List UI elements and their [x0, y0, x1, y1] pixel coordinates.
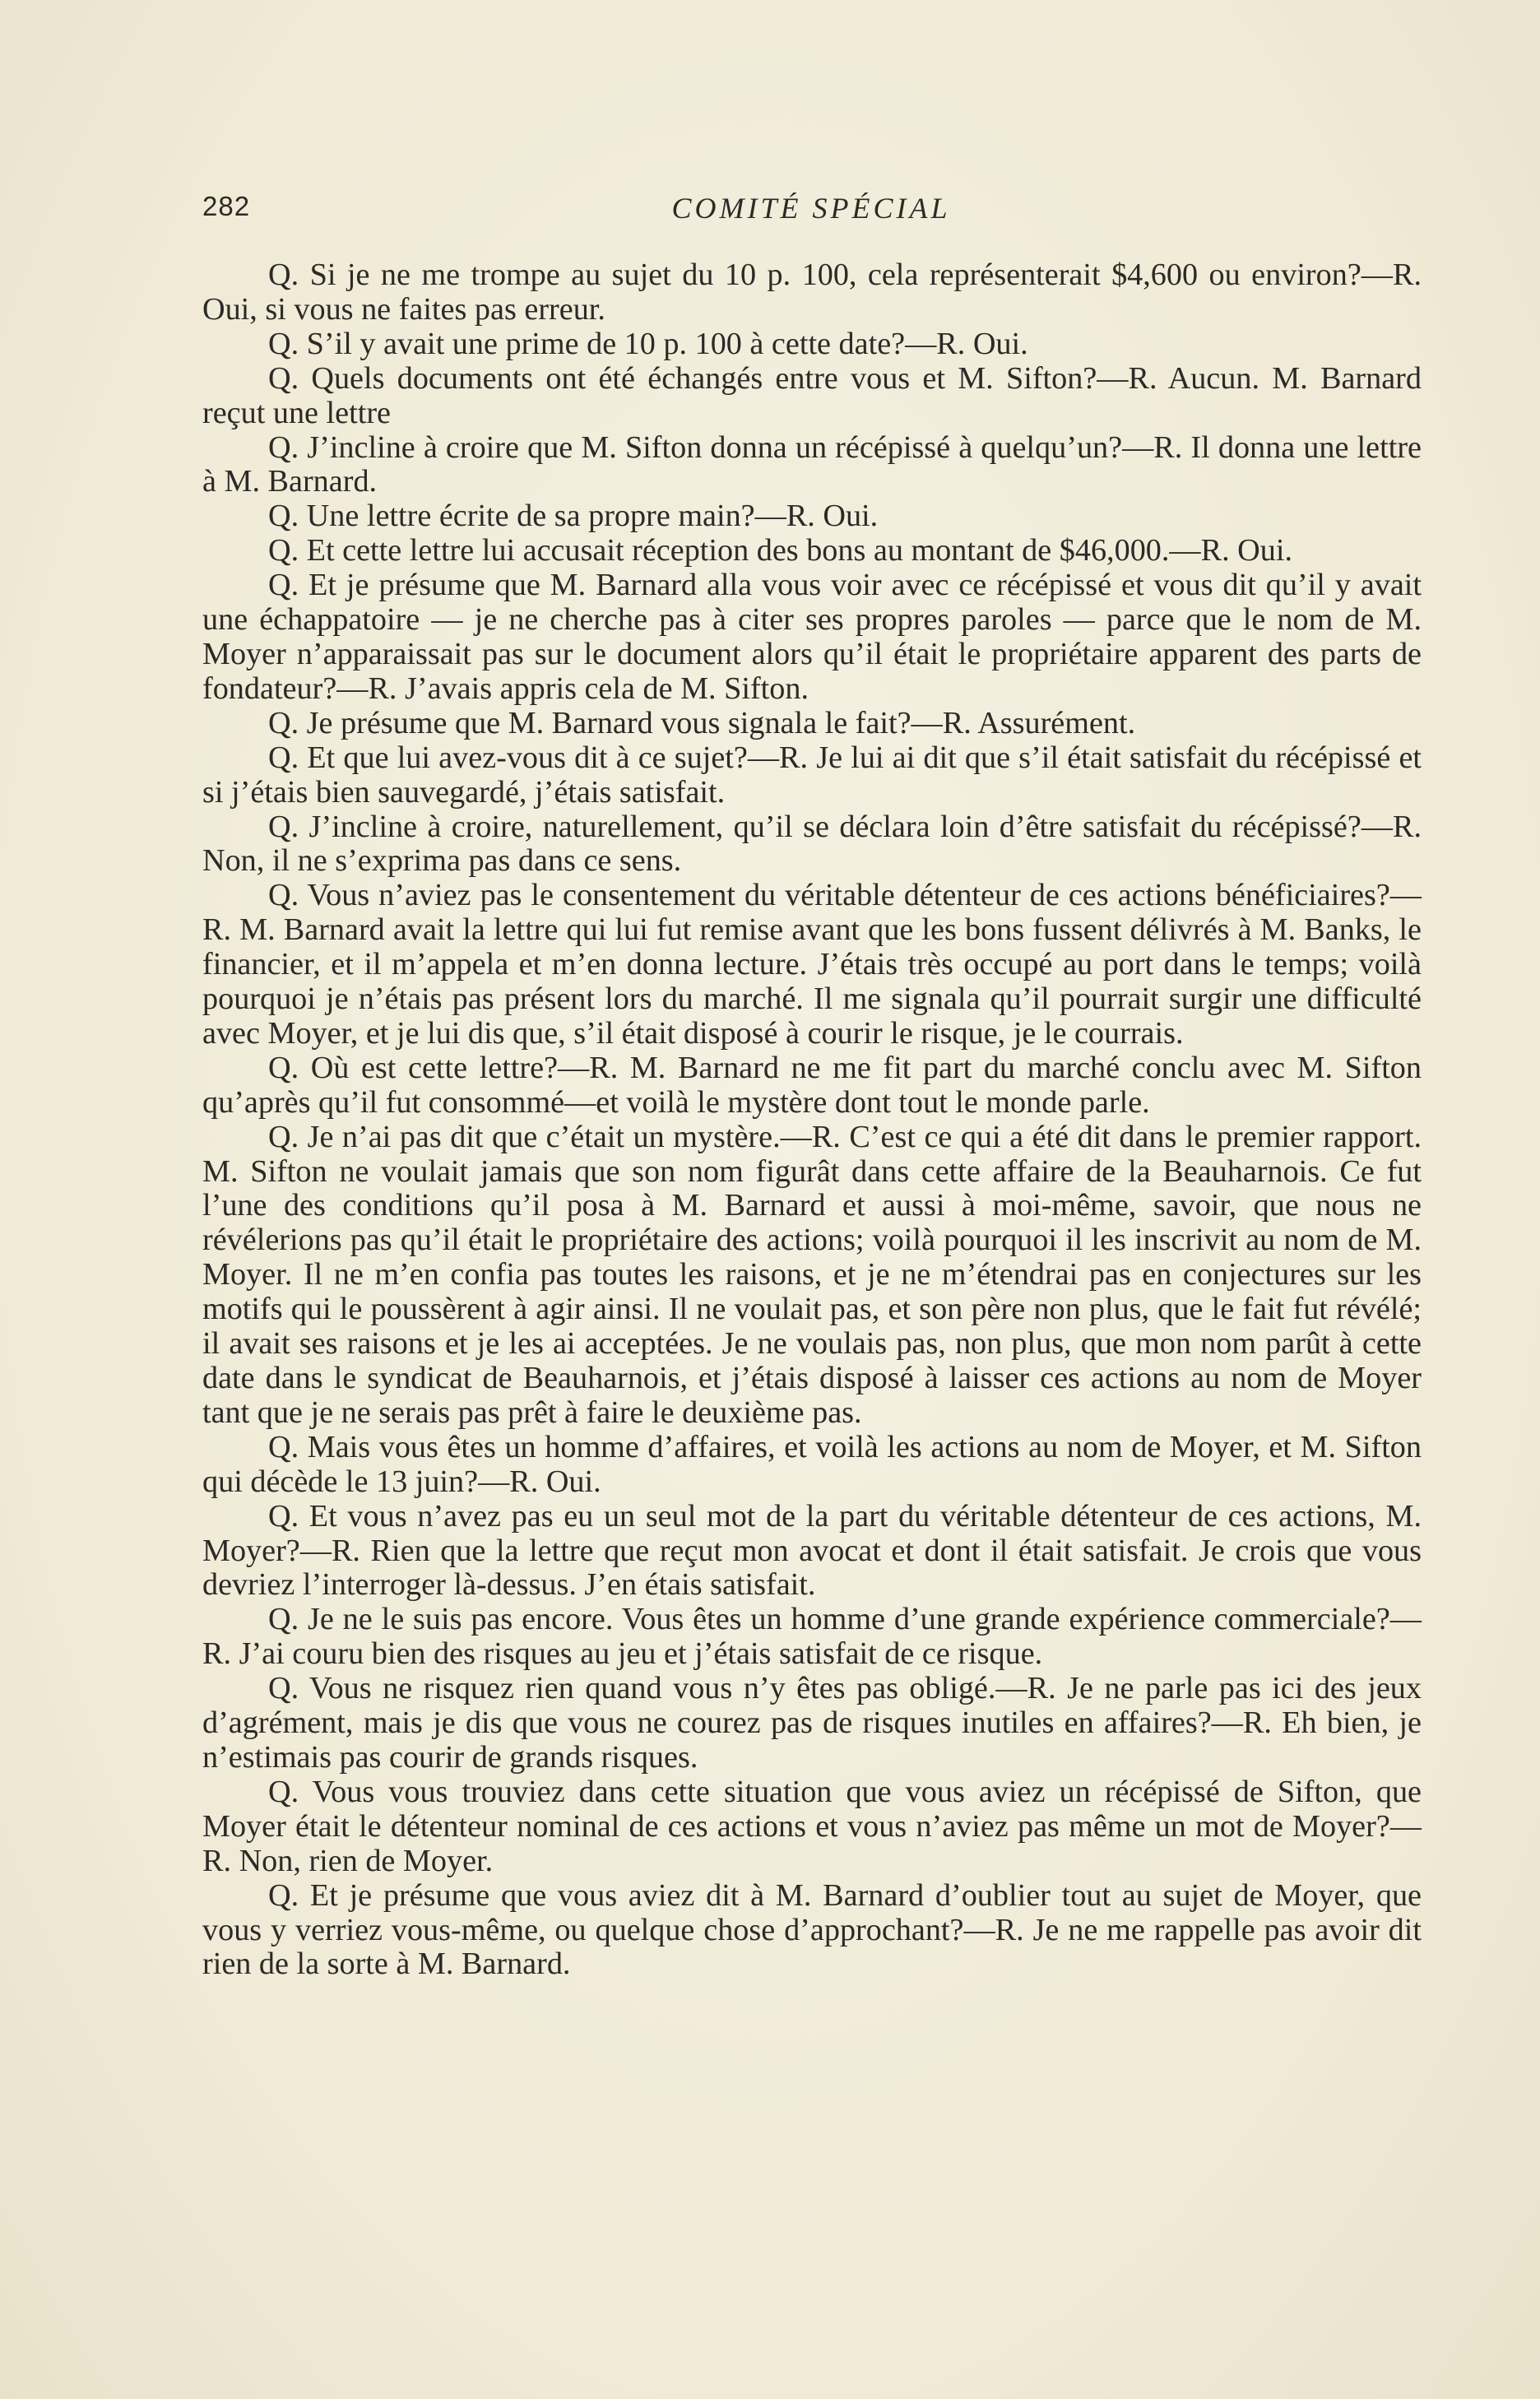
paragraph: Q. J’incline à croire, naturellement, qu’il se déclara loin d’être satisfait du récépissé?—R. Non, il ne s’exprima pas dans ce sens. [202, 809, 1422, 879]
running-title: COMITÉ SPÉCIAL [671, 192, 951, 225]
paragraph: Q. Et que lui avez-vous dit à ce sujet?—R. Je lui ai dit que s’il était satisfait du récépissé et si j’étais bien sauvegardé, j’étais satisfait. [202, 740, 1422, 810]
paragraph: Q. Où est cette lettre?—R. M. Barnard ne me fit part du marché conclu avec M. Sifton qu’après qu’il fut consommé—et voilà le mystère dont tout le monde parle. [202, 1050, 1422, 1120]
body-text [202, 258, 1422, 1982]
page-number: 282 [202, 191, 251, 221]
paragraph: Q. Vous vous trouviez dans cette situation que vous aviez un récépissé de Sifton, que Moyer était le détenteur nominal de ces actions et vous n’aviez pas même un mot de Moyer?—R. Non, rien de Moyer. [202, 1774, 1422, 1878]
paragraph: Q. Je ne le suis pas encore. Vous êtes un homme d’une grande expérience commerciale?—R. J’ai couru bien des risques au jeu et j’étais satisfait de ce risque. [202, 1602, 1422, 1672]
paragraph: Q. Et je présume que M. Barnard alla vous voir avec ce récépissé et vous dit qu’il y avait une échappatoire — je ne cherche pas à citer ses propres paroles — parce que le nom de M. Moyer n’apparaissait pas sur le document alors qu’il était le propriétaire apparent des parts de fondateur?—R. J’avais appris cela de M. Sifton. [202, 568, 1422, 706]
paragraph: Q. Quels documents ont été échangés entre vous et M. Sifton?—R. Aucun. M. Barnard reçut une lettre [202, 360, 1422, 430]
paragraph: Q. Et cette lettre lui accusait réception des bons au montant de $46,000.—R. Oui. [268, 533, 1293, 568]
paragraph: Q. Vous ne risquez rien quand vous n’y êtes pas obligé.—R. Je ne parle pas ici des jeux d’agrément, mais je dis que vous ne courez pas de risques inutiles en affaires?—R. Eh bien, je n’estimais pas courir de grands risques. [202, 1671, 1422, 1775]
paragraph: Q. Et vous n’avez pas eu un seul mot de la part du véritable détenteur de ces actions, M. Moyer?—R. Rien que la lettre que reçut mon avocat et dont il était satisfait. Je crois que vous devriez l’interroger là-dessus. J’en étais satisfait. [202, 1498, 1422, 1603]
paragraph: Q. S’il y avait une prime de 10 p. 100 à cette date?—R. Oui. [268, 326, 1028, 361]
paragraph: Q. J’incline à croire que M. Sifton donna un récépissé à quelqu’un?—R. Il donna une lettre à M. Barnard. [202, 429, 1422, 499]
paragraph: Q. Vous n’aviez pas le consentement du véritable détenteur de ces actions bénéficiaires?—R. M. Barnard avait la lettre qui lui fut remise avant que les bons fussent délivrés à M. Banks, le financier, et il m’appela et m’en donna lecture. J’étais très occupé au port dans le temps; voilà pourquoi je n’étais pas présent lors du marché. Il me signala qu’il pourrait surgir une difficulté avec Moyer, et je lui dis que, s’il était disposé à courir le risque, je le courrais. [202, 878, 1422, 1051]
paragraph: Q. Une lettre écrite de sa propre main?—R. Oui. [268, 499, 879, 534]
paragraph: Q. Mais vous êtes un homme d’affaires, et voilà les actions au nom de Moyer, et M. Sifton qui décède le 13 juin?—R. Oui. [202, 1429, 1422, 1499]
paragraph: Q. Et je présume que vous aviez dit à M. Barnard d’oublier tout au sujet de Moyer, que vous y verriez vous-même, ou quelque chose d’approchant?—R. Je ne me rappelle pas avoir dit rien de la sorte à M. Barnard. [202, 1877, 1422, 1982]
paragraph: Q. Je n’ai pas dit que c’était un mystère.—R. C’est ce qui a été dit dans le premier rapport. M. Sifton ne voulait jamais que son nom figurât dans cette affaire de la Beauharnois. Ce fut l’une des conditions qu’il posa à M. Barnard et aussi à moi-même, savoir, que nous ne révélerions pas qu’il était le propriétaire des actions; voilà pourquoi il les inscrivit au nom de M. Moyer. Il ne m’en confia pas toutes les raisons, et je ne m’étendrai pas en conjectures sur les motifs qui le poussèrent à agir ainsi. Il ne voulait pas, et son père non plus, que le fait fut révélé; il avait ses raisons et je les ai acceptées. Je ne voulais pas, non plus, que mon nom parût à cette date dans le syndicat de Beauharnois, et j’étais disposé à laisser ces actions au nom de Moyer tant que je ne serais pas prêt à faire le deuxième pas. [202, 1119, 1422, 1430]
paragraph: Q. Si je ne me trompe au sujet du 10 p. 100, cela représenterait $4,600 ou environ?—R. Oui, si vous ne faites pas erreur. [202, 258, 1422, 327]
page-header [202, 191, 1420, 232]
paragraph: Q. Je présume que M. Barnard vous signala le fait?—R. Assurément. [268, 705, 1136, 740]
